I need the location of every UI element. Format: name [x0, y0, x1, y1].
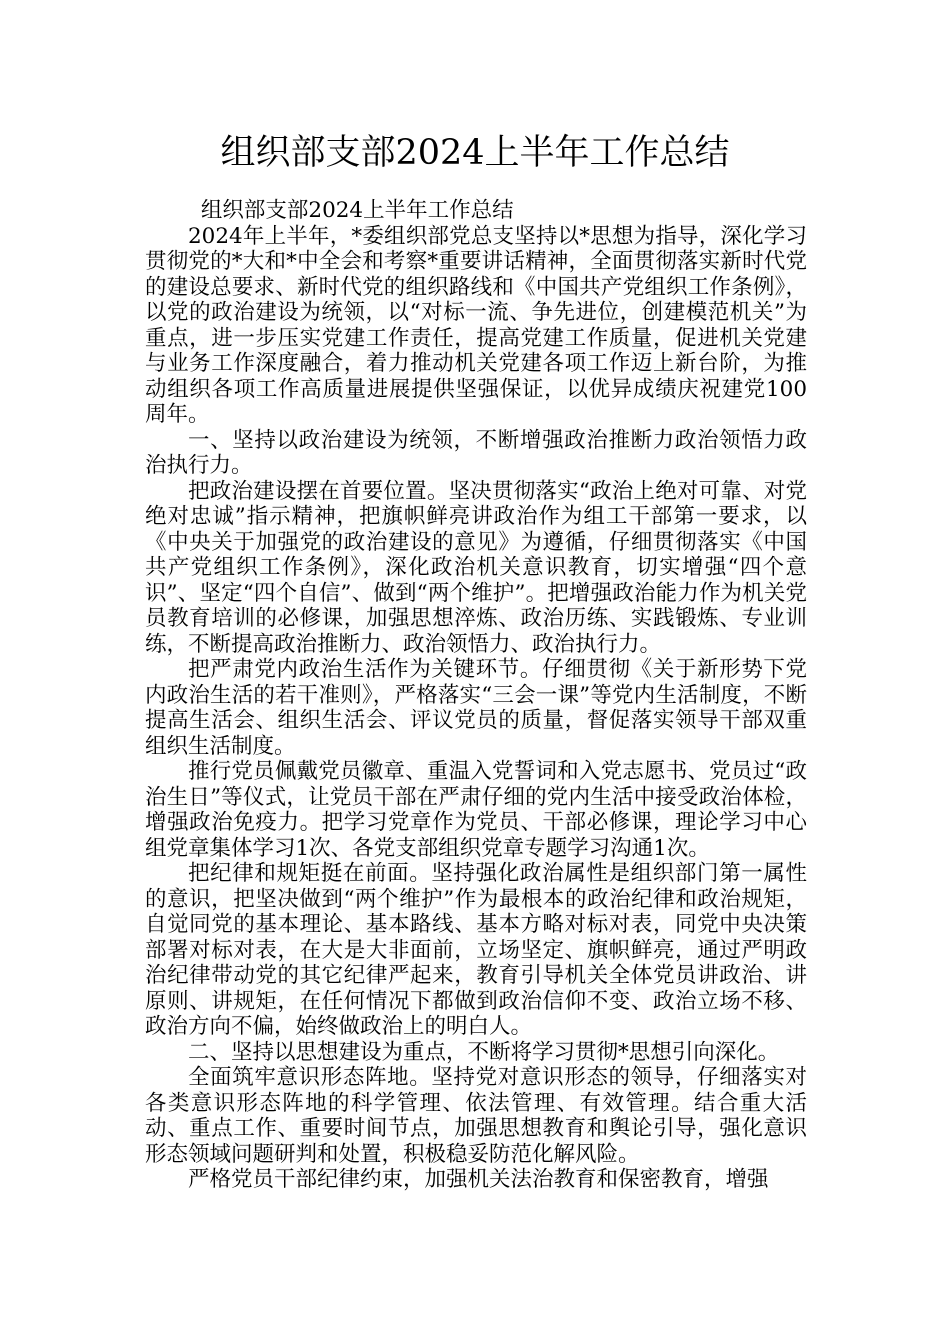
body-paragraph: 全面筑牢意识形态阵地。坚持党对意识形态的领导，仔细落实对各类意识形态阵地的科学管理、依法管理、有效管理。结合重大活动、重点工作、重要时间节点，加强思想教育和舆论引导，强化意识形态领域问题研判和处置，积极稳妥防范化解风险。 — [145, 1065, 807, 1167]
section-heading-1: 一、坚持以政治建设为统领，不断增强政治推断力政治领悟力政治执行力。 — [145, 427, 807, 478]
body-paragraph: 严格党员干部纪律约束，加强机关法治教育和保密教育，增强 — [188, 1167, 769, 1192]
document-title: 组织部支部2024上半年工作总结 — [220, 133, 730, 173]
section-heading-2: 二、坚持以思想建设为重点，不断将学习贯彻*思想引向深化。 — [188, 1039, 780, 1065]
intro-paragraph: 2024年上半年，*委组织部党总支坚持以*思想为指导，深化学习贯彻党的*大和*中全会和考察*重要讲话精神，全面贯彻落实新时代党的建设总要求、新时代党的组织路线和《中国共产党组织工作条例》，以党的政治建设为统领，以“对标一流、争先进位，创建模范机关”为重点，进一步压实党建工作责任，提高党建工作质量，促进机关党建与业务工作深度融合，着力推动机关党建各项工作迈上新台阶，为推动组织各项工作高质量进展提供坚强保证，以优异成绩庆祝建党100周年。 — [145, 223, 807, 427]
document-body — [145, 198, 807, 1193]
body-paragraph: 推行党员佩戴党员徽章、重温入党誓词和入党志愿书、党员过“政治生日”等仪式，让党员干部在严肃仔细的党内生活中接受政治体检，增强政治免疫力。把学习党章作为党员、干部必修课，理论学习中心组党章集体学习1次、各党支部组织党章专题学习沟通1次。 — [145, 759, 807, 861]
body-paragraph: 把纪律和规矩挺在前面。坚持强化政治属性是组织部门第一属性的意识，把坚决做到“两个维护”作为最根本的政治纪律和政治规矩，自觉同党的基本理论、基本路线、基本方略对标对表，同党中央决策部署对标对表，在大是大非面前，立场坚定、旗帜鲜亮，通过严明政治纪律带动党的其它纪律严起来，教育引导机关全体党员讲政治、讲原则、讲规矩，在任何情况下都做到政治信仰不变、政治立场不移、政治方向不偏，始终做政治上的明白人。 — [145, 861, 807, 1039]
body-paragraph: 把政治建设摆在首要位置。坚决贯彻落实“政治上绝对可靠、对党绝对忠诚”指示精神，把旗帜鲜亮讲政治作为组工干部第一要求，以《中央关于加强党的政治建设的意见》为遵循，仔细贯彻落实《中国共产党组织工作条例》，深化政治机关意识教育，切实增强“四个意识”、坚定“四个自信”、做到“两个维护”。把增强政治能力作为机关党员教育培训的必修课，加强思想淬炼、政治历练、实践锻炼、专业训练，不断提高政治推断力、政治领悟力、政治执行力。 — [145, 478, 807, 657]
document-subtitle: 组织部支部2024上半年工作总结 — [200, 198, 514, 223]
body-paragraph: 把严肃党内政治生活作为关键环节。仔细贯彻《关于新形势下党内政治生活的若干准则》，严格落实“三会一课”等党内生活制度，不断提高生活会、组织生活会、评议党员的质量，督促落实领导干部双重组织生活制度。 — [145, 657, 807, 759]
